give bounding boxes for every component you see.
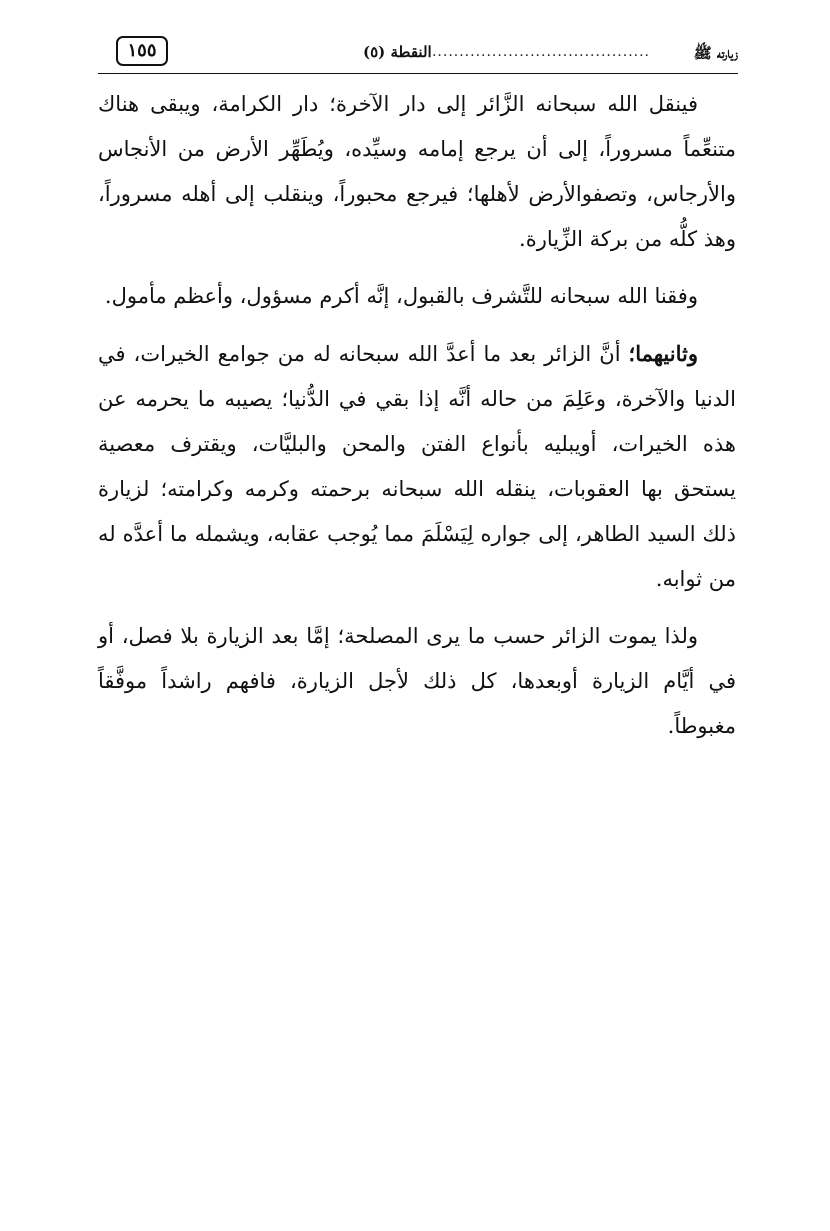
paragraph [98,274,736,319]
running-title: زيارته ﷺ [693,44,738,62]
paragraph [98,331,736,602]
body-text [98,82,736,761]
paragraph-text: فينقل الله سبحانه الزَّائر إلى دار الآخرة؛ دار الكرامة، ويبقى هناك متنعِّماً مسروراً، إلى أن يرجع إمامه وسيِّده، ويُطَهِّر الأرض من الأنجاس والأرجاس، وتصفوالأرض لأهلها؛ فيرجع محبوراً، وينقلب إلى أهله مسروراً، وهذ كلُّه من بركة الزِّيارة. [98,92,736,251]
page-header [98,34,738,74]
section-title: النقطة (٥) [363,43,432,61]
header-divider [98,73,738,74]
header-leader-dots: ........................................ [431,44,650,60]
page-number: ١٥٥ [116,36,168,66]
paragraph-text: أنَّ الزائر بعد ما أعدَّ الله سبحانه له من جوامع الخيرات، في الدنيا والآخرة، وعَلِمَ من حاله أنَّه إذا بقي في الدُّنيا؛ يصيبه ما يحرمه عن هذه الخيرات، أويبليه بأنواع الفتن والمحن والبليَّات، ويقترف معصية يستحق بها العقوبات، ينقله الله سبحانه برحمته وكرمه وكرامته؛ لزيارة ذلك السيد الطاهر، إلى جواره لِيَسْلَمَ مما يُوجب عقابه، ويشمله ما أعدَّه له من ثوابه. [98,342,736,591]
paragraph-text: ولذا يموت الزائر حسب ما يرى المصلحة؛ إمَّا بعد الزيارة بلا فصل، أو في أيَّام الزيارة أوبعدها، كل ذلك لأجل الزيارة، فافهم راشداً موفَّقاً مغبوطاً. [98,624,736,738]
paragraph-text: وفقنا الله سبحانه للتَّشرف بالقبول، إنَّه أكرم مسؤول، وأعظم مأمول. [104,284,698,308]
paragraph [98,614,736,749]
paragraph-lead: وثانيهما؛ [628,341,698,366]
paragraph [98,82,736,262]
